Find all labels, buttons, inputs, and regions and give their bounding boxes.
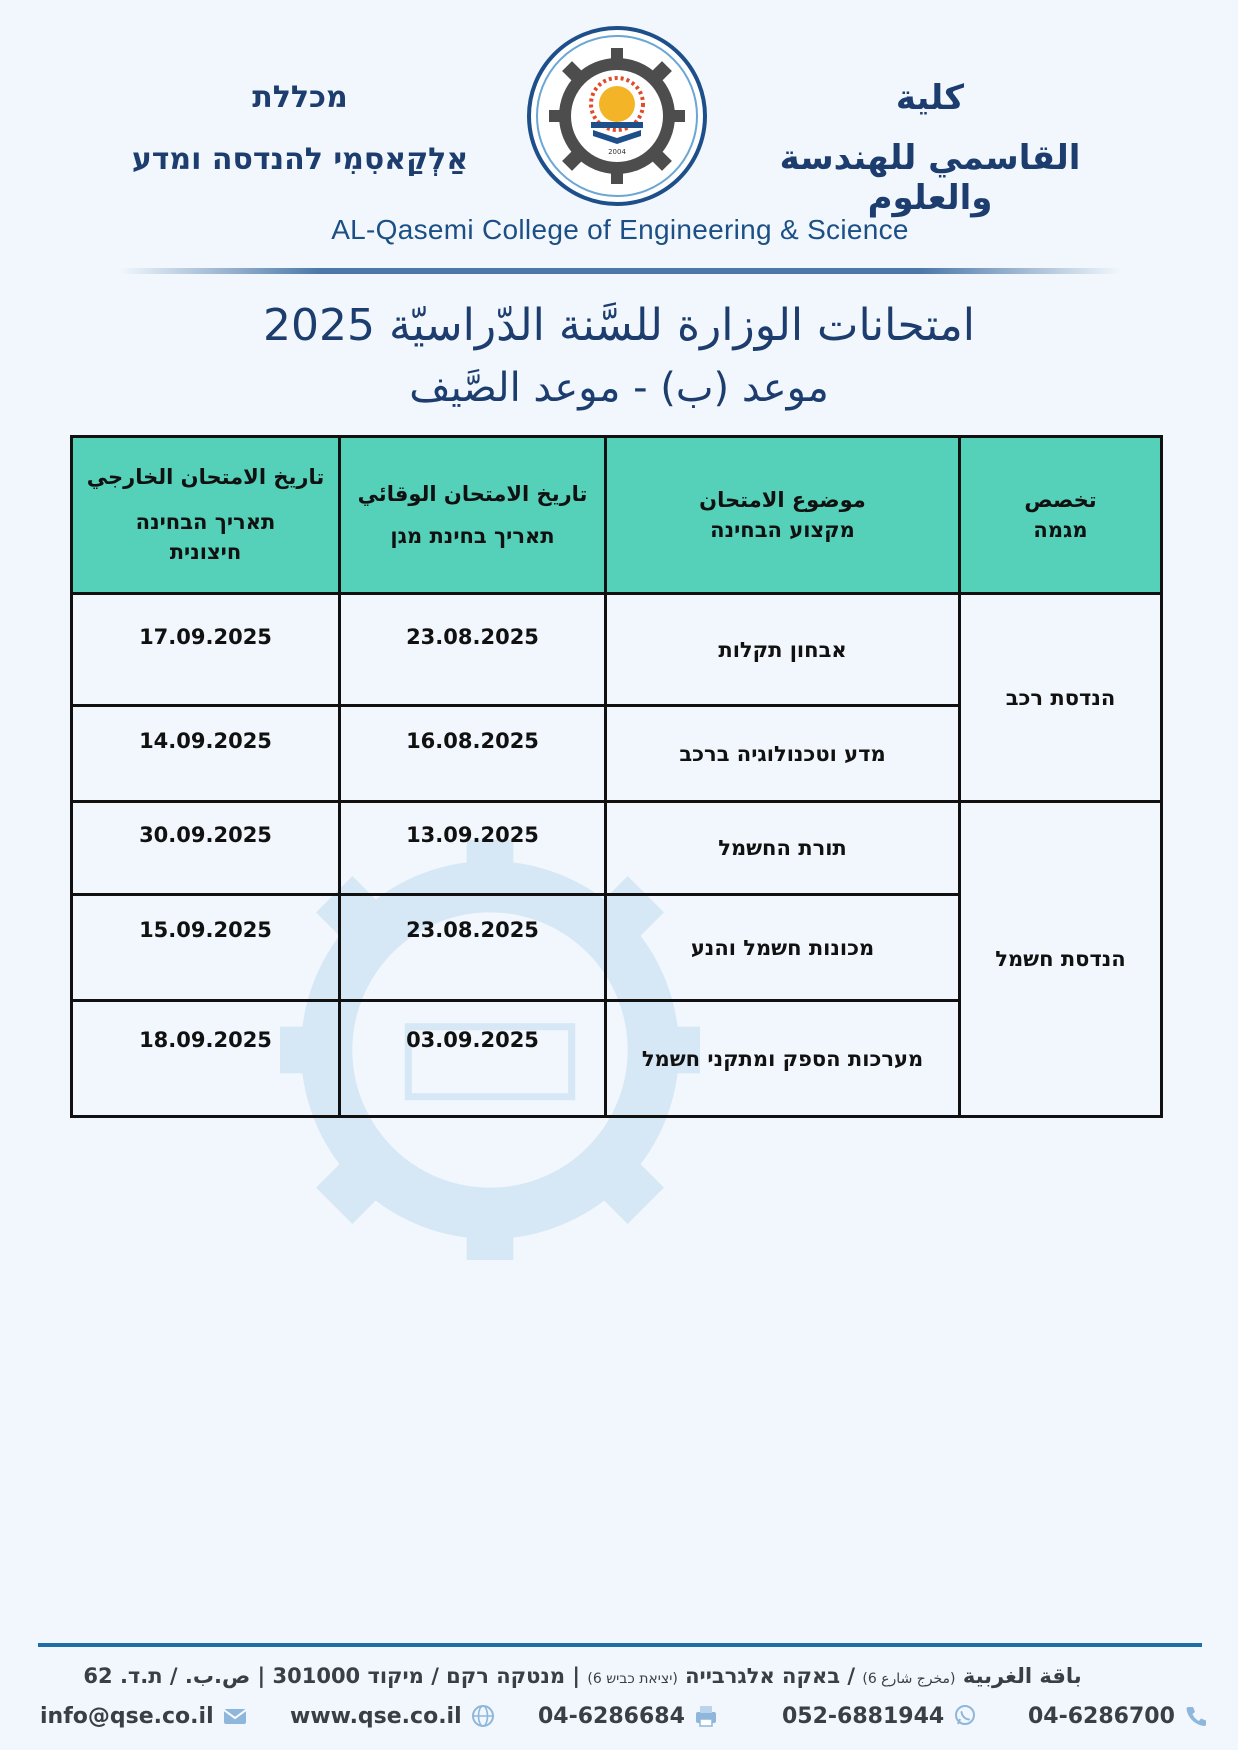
table-divider xyxy=(73,592,1160,595)
mail-icon xyxy=(222,1703,248,1729)
email-text[interactable]: info@qse.co.il xyxy=(40,1703,214,1729)
hebrew-college-label: מכללת xyxy=(252,80,348,115)
header-external-date xyxy=(73,438,338,592)
address-details: | מנטקה רקם / מיקוד 301000 | ص.ب. / ת.ד. 62 xyxy=(83,1664,581,1688)
table-divider xyxy=(73,999,958,1002)
table-row-4-subject: מכונות חשמל והנע xyxy=(690,935,875,960)
arabic-college-name: القاسمي للهندسة والعلوم xyxy=(779,138,1081,218)
table-row-5-protective: 03.09.2025 xyxy=(406,1028,539,1052)
header-protective-he: תאריך בחינת מגן xyxy=(390,524,555,548)
address-hebrew: / באקה אלגרבייה xyxy=(685,1664,856,1688)
header-specialization-ar: تخصص xyxy=(1024,487,1097,512)
header-specialization-he: מגמה xyxy=(1033,518,1088,542)
header-subject xyxy=(607,438,958,592)
phone-icon xyxy=(1183,1703,1209,1729)
table-divider xyxy=(338,438,341,1115)
header-protective-date xyxy=(341,438,604,592)
table-divider xyxy=(604,438,607,1115)
table-row-4-protective: 23.08.2025 xyxy=(406,918,539,942)
whatsapp-text[interactable]: 052-6881944 xyxy=(782,1703,945,1729)
footer-address xyxy=(60,1664,1105,1688)
fax-icon xyxy=(693,1703,719,1729)
hebrew-college-name: אַלְקַאסִמִי להנדסה ומדע xyxy=(131,142,469,177)
address-arabic: باقة الغربية xyxy=(962,1664,1082,1688)
header-specialization xyxy=(961,438,1160,592)
footer-whatsapp[interactable] xyxy=(782,1700,978,1732)
fax-text[interactable]: 04-6286684 xyxy=(538,1703,685,1729)
college-logo xyxy=(527,26,707,206)
table-row-1-protective: 23.08.2025 xyxy=(406,625,539,649)
table-divider xyxy=(958,438,961,1115)
whatsapp-icon xyxy=(952,1703,978,1729)
address-hebrew-note: (יציאת כביש 6) xyxy=(587,1671,678,1687)
footer-website[interactable] xyxy=(290,1700,496,1732)
table-row-3-external: 30.09.2025 xyxy=(139,823,272,847)
phone-text[interactable]: 04-6286700 xyxy=(1028,1703,1175,1729)
footer-phone[interactable] xyxy=(1028,1700,1209,1732)
table-row-2-external: 14.09.2025 xyxy=(139,729,272,753)
footer-email[interactable] xyxy=(40,1700,248,1732)
table-row-1-subject: אבחון תקלות xyxy=(718,637,847,662)
table-row-2-protective: 16.08.2025 xyxy=(406,729,539,753)
header-external-he-1: תאריך הבחינה xyxy=(135,509,276,534)
group-2-specialization: הנדסת חשמל xyxy=(995,947,1126,971)
table-row-1-external: 17.09.2025 xyxy=(139,625,272,649)
table-divider xyxy=(73,800,1160,803)
english-college-name: AL-Qasemi College of Engineering & Science xyxy=(331,214,909,245)
table-row-2-subject: מדע וטכנולוגיה ברכב xyxy=(679,741,886,766)
table-divider xyxy=(73,704,958,707)
address-arabic-note: (مخرج شارع 6) xyxy=(862,1671,956,1687)
table-row-3-subject: תורת החשמל xyxy=(718,836,847,860)
page-title: امتحانات الوزارة للسَّنة الدّراسيّة 2025 xyxy=(262,300,976,351)
header-protective-ar: تاريخ الامتحان الوقائي xyxy=(357,481,588,506)
header-external-ar: تاريخ الامتحان الخارجي xyxy=(86,465,325,490)
header-divider xyxy=(120,268,1120,274)
website-text[interactable]: www.qse.co.il xyxy=(290,1703,462,1729)
table-divider xyxy=(73,893,958,896)
table-row-5-subject: מערכות הספק ומתקני חשמל xyxy=(641,1046,924,1071)
footer-divider xyxy=(38,1643,1202,1647)
table-row-4-external: 15.09.2025 xyxy=(139,918,272,942)
svg-text:2004: 2004 xyxy=(608,148,626,156)
page-subtitle: موعد (ب) - موعد الصَّيف xyxy=(409,365,829,411)
header-subject-ar: موضوع الامتحان xyxy=(699,487,866,512)
table-row-3-protective: 13.09.2025 xyxy=(406,823,539,847)
arabic-college-label: كلية xyxy=(895,78,965,118)
globe-icon xyxy=(470,1703,496,1729)
header-external-he-2: חיצונית xyxy=(169,540,242,565)
exam-schedule-table xyxy=(70,435,1163,1118)
group-1-specialization: הנדסת רכב xyxy=(1005,685,1116,710)
footer-fax[interactable] xyxy=(538,1700,719,1732)
table-row-5-external: 18.09.2025 xyxy=(139,1028,272,1052)
header-subject-he: מקצוע הבחינה xyxy=(710,518,855,542)
